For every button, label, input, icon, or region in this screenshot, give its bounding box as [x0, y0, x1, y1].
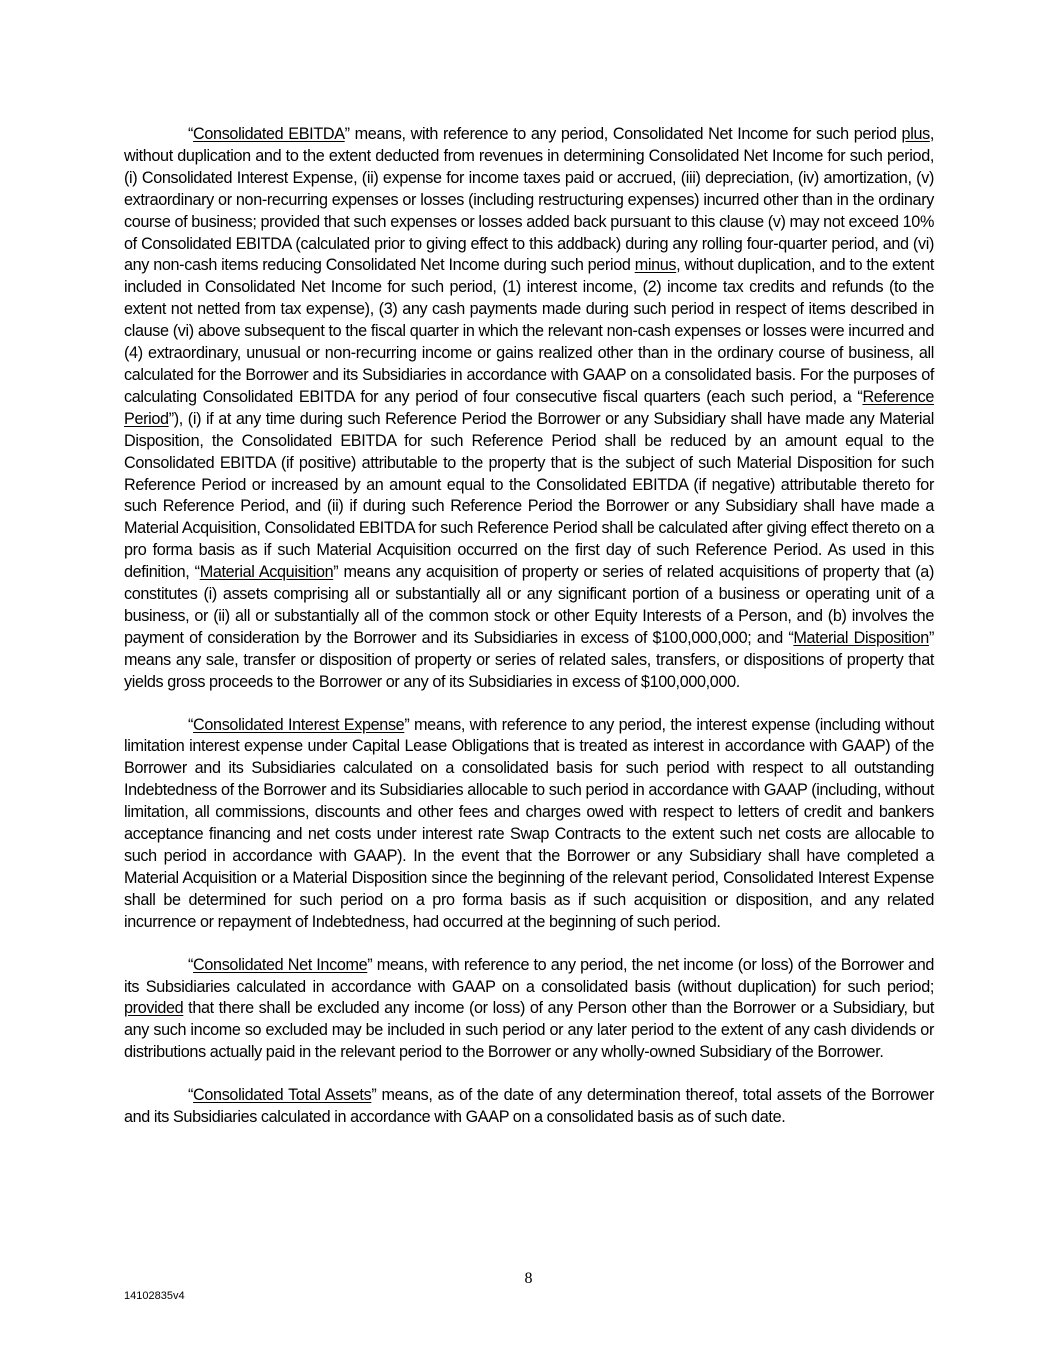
definition-text: means, with reference to any period, the net income (or loss) of the Borrower and its Subsidiaries calculated in accordance with GAAP on a consolidated basis (without duplication) for such period; [124, 955, 934, 996]
document-id: 14102835v4 [124, 1290, 185, 1302]
emphasis-provided: provided [124, 999, 184, 1018]
document-body [124, 124, 934, 1129]
defined-term-material-acquisition: Material Acquisition [199, 563, 334, 582]
definition-text: ” means any sale, transfer or disposition of property or series of related sales, transfers, or dispositions of property that yields gross proceeds to the Borrower or any of its Subsidiaries in excess of $100,000,000. [124, 628, 934, 691]
quote-open: “ [188, 715, 194, 734]
definition-text: ” means any acquisition of property or series of related acquisitions of property that (a) constitutes (i) assets comprising all or substantially all or any significant portion of a business or operating unit of a business, or (ii) all or substantially all of the common stock or other Equity Interests of a Person, and (b) involves the payment of consideration by the Borrower and its Subsidiaries in excess of $100,000,000; and “ [124, 563, 934, 647]
quote-open: “ [188, 955, 194, 974]
definition-consolidated-net-income [124, 955, 934, 1065]
definition-text: means, as of the date of any determination thereof, total assets of the Borrower and its Subsidiaries calculated in accordance with GAAP on a consolidated basis as of such date. [124, 1086, 934, 1127]
defined-term: Consolidated Net Income [193, 955, 368, 974]
defined-term-reference-period: Reference Period [124, 387, 934, 428]
quote-close: ” [371, 1086, 377, 1105]
quote-close: ” [404, 715, 410, 734]
emphasis-minus: minus [634, 256, 677, 275]
definition-text: means, with reference to any period, Consolidated Net Income for such period [349, 125, 902, 143]
definition-text: means, with reference to any period, the interest expense (including without limitation interest expense under Capital Lease Obligations that is treated as interest in accordance with GAAP) of the Borrower and its Subsidiaries calculated on a consolidated basis for such period with respect to all outstanding Indebtedness of the Borrower and its Subsidiaries allocable to such period in accordance with GAAP (including, without limitation, all commissions, discounts and other fees and charges owed with respect to letters of credit and bankers acceptance financing and net costs under interest rate Swap Contracts to the extent such net costs are allocable to such period in accordance with GAAP). In the event that the Borrower or any Subsidiary shall have completed a Material Acquisition or a Material Disposition since the beginning of the relevant period, Consolidated Interest Expense shall be determined for such period on a pro forma basis as if such acquisition or disposition, and any related incurrence or repayment of Indebtedness, had occurred at the beginning of such period. [124, 715, 934, 931]
defined-term: Consolidated EBITDA [193, 125, 345, 143]
definition-consolidated-ebitda [124, 124, 934, 694]
definition-consolidated-interest-expense [124, 715, 934, 934]
definition-text: , without duplication and to the extent deducted from revenues in determining Consolidated Net Income for such period, (i) Consolidated Interest Expense, (ii) expense for income taxes paid or accrued, (iii) depreciation, (iv) amortization, (v) extraordinary or non-recurring expenses or losses (including restructuring expenses) incurred other than in the ordinary course of business; provided that such expenses or losses added back pursuant to this clause (v) may not exceed 10% of Consolidated EBITDA (calculated prior to giving effect to this addback) during any rolling four-quarter period, and (vi) any non-cash items reducing Consolidated Net Income during such period [124, 125, 934, 275]
page-number: 8 [524, 1270, 533, 1287]
defined-term: Consolidated Interest Expense [193, 715, 405, 734]
emphasis-plus: plus [901, 125, 930, 143]
definition-text: that there shall be excluded any income (or loss) of any Person other than the Borrower or a Subsidiary, but any such income so excluded may be included in such period or any later period to the extent of any cash dividends or distributions actually paid in the relevant period to the Borrower or any wholly-owned Subsidiary of the Borrower. [124, 999, 934, 1062]
defined-term-material-disposition: Material Disposition [793, 628, 929, 647]
quote-close: ” [367, 955, 373, 974]
defined-term: Consolidated Total Assets [193, 1086, 372, 1105]
definition-consolidated-total-assets [124, 1085, 934, 1129]
quote-open: “ [188, 1086, 194, 1105]
quote-close: ” [344, 125, 350, 143]
quote-open: “ [188, 125, 194, 143]
definition-text: , without duplication, and to the extent included in Consolidated Net Income for such period, (1) interest income, (2) income tax credits and refunds (to the extent not netted from tax expense), (3) any cash payments made during such period in respect of items described in clause (vi) above subsequent to the fiscal quarter in which the relevant non-cash expenses or losses were incurred and (4) extraordinary, unusual or non-recurring income or gains realized other than in the ordinary course of business, all calculated for the Borrower and its Subsidiaries in accordance with GAAP on a consolidated basis. For the purposes of calculating Consolidated EBITDA for any period of four consecutive fiscal quarters (each such period, a “ [124, 256, 935, 406]
definition-text: ”), (i) if at any time during such Reference Period the Borrower or any Subsidiary shall have made any Material Disposition, the Consolidated EBITDA for such Reference Period shall be reduced by an amount equal to the Consolidated EBITDA (if positive) attributable to the property that is the subject of such Material Disposition for such Reference Period or increased by an amount equal to the Consolidated EBITDA (if negative) attributable thereto for such Reference Period, and (ii) if during such Reference Period the Borrower or any Subsidiary shall have made a Material Acquisition, Consolidated EBITDA for such Reference Period shall be calculated after giving effect thereto on a pro forma basis as if such Material Acquisition occurred on the first day of such Reference Period. As used in this definition, “ [124, 409, 934, 582]
